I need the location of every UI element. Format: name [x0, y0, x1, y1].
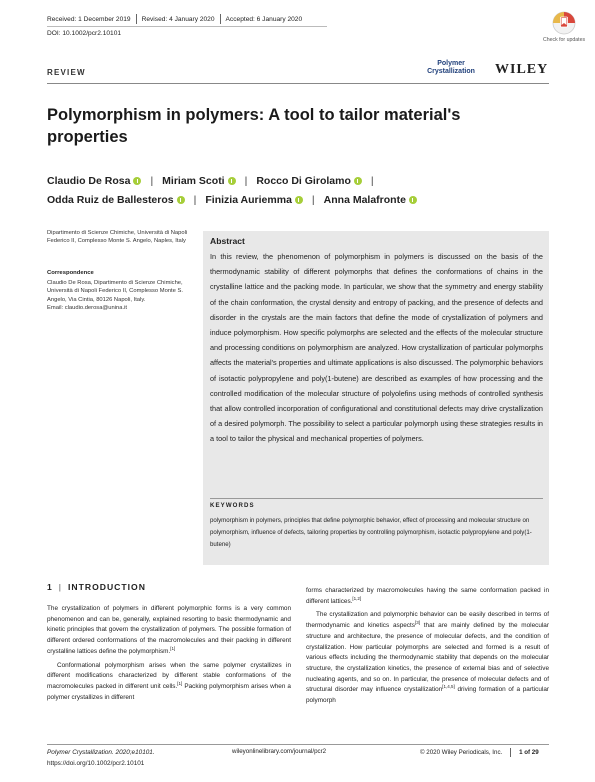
paragraph-text: Conformational polymorphism arises when the same polymer crystallizes in different modifications characterized by different stable conformations of the macromolecules packed in different unit cells.: [47, 661, 291, 690]
footer-divider: [510, 748, 511, 757]
author-name[interactable]: Claudio De Rosa: [47, 175, 131, 187]
review-rule: [47, 83, 549, 84]
keywords-heading: KEYWORDS: [210, 502, 255, 509]
author-separator: |: [370, 175, 374, 187]
author-name[interactable]: Anna Malafronte: [323, 194, 406, 206]
orcid-icon[interactable]: [177, 196, 185, 204]
citation[interactable]: [1,4,5]: [442, 684, 455, 690]
author-name[interactable]: Rocco Di Girolamo: [256, 175, 351, 187]
orcid-icon[interactable]: [354, 177, 362, 185]
section-number: 1: [47, 582, 53, 592]
footer-copyright: © 2020 Wiley Periodicals, Inc.: [420, 749, 503, 756]
page-number: 1 of 29: [519, 749, 539, 756]
author-separator: |: [311, 194, 315, 206]
citation[interactable]: [3]: [414, 619, 420, 625]
orcid-icon[interactable]: [409, 196, 417, 204]
correspondence: [47, 279, 197, 312]
orcid-icon[interactable]: [295, 196, 303, 204]
citation[interactable]: [1]: [170, 645, 176, 651]
history-divider: [220, 14, 221, 24]
citation[interactable]: [1]: [177, 680, 183, 686]
received-date: Received: 1 December 2019: [47, 15, 131, 23]
paragraph: [47, 661, 291, 704]
orcid-icon[interactable]: [228, 177, 236, 185]
section-title: INTRODUCTION: [68, 582, 146, 592]
footer-journal: Polymer Crystallization. 2020;e10101.: [47, 749, 155, 756]
body-column-right: [306, 586, 549, 707]
citation[interactable]: [1,2]: [352, 595, 362, 601]
doi[interactable]: DOI: 10.1002/pcr2.10101: [47, 30, 122, 37]
section-heading: [47, 582, 146, 592]
check-updates-icon: [542, 10, 586, 48]
paragraph-text: Packing polymorphism arises when a polymer crystallizes in different: [47, 682, 291, 701]
paragraph-text: driving formation of a particular polymorph: [306, 686, 550, 705]
journal-logo[interactable]: [425, 60, 477, 76]
author-separator: |: [150, 175, 154, 187]
footer-doi-link[interactable]: https://doi.org/10.1002/pcr2.10101: [47, 759, 145, 767]
check-updates-label: Check for updates: [542, 37, 586, 43]
orcid-icon[interactable]: [133, 177, 141, 185]
article-title: Polymorphism in polymers: A tool to tailor material's properties: [47, 106, 461, 146]
publisher-logo[interactable]: WILEY: [495, 62, 549, 77]
author-name[interactable]: Miriam Scoti: [162, 175, 225, 187]
paragraph-text: that are mainly defined by the molecular structure and architecture, the presence of molecular defects, and the condition of crystallization. How particular polymorphs are selected and formed is a result of various effects including the thermodynamic stability that depends on the molecular structure, the crystallization kinetics, the presence of external bias and of selective nucleating agents, and so on. In particular, the presence of molecular defects and of structural disorder may influence crystallization: [306, 622, 549, 694]
history-divider: [136, 14, 137, 24]
footer-right: [420, 748, 539, 757]
paragraph-text: forms characterized by macromolecules having the same conformation packed in different lattices.: [306, 587, 549, 605]
abstract-heading: Abstract: [210, 236, 245, 246]
journal-logo-text: Polymer Crystallization: [427, 60, 475, 75]
correspondence-heading: Correspondence: [47, 270, 94, 276]
footer-citation: [47, 748, 155, 769]
accepted-date: Accepted: 6 January 2020: [225, 15, 303, 23]
keywords-rule: [210, 498, 543, 499]
author-list: [47, 175, 383, 187]
author-separator: |: [193, 194, 197, 206]
article-history: [47, 14, 302, 24]
author-separator: |: [244, 175, 248, 187]
affiliation: Dipartimento di Scienze Chimiche, Università di Napoli Federico II, Complesso Monte S. Angelo, Naples, Italy: [47, 230, 188, 245]
author-name[interactable]: Odda Ruiz de Ballesteros: [47, 194, 174, 206]
revised-date: Revised: 4 January 2020: [141, 15, 215, 23]
paragraph: [306, 610, 549, 706]
article-type: REVIEW: [47, 68, 86, 77]
paragraph-text: The crystallization of polymers in different polymorphic forms is a very common phenomenon and can be, generally, explained resorting to basic thermodynamic and kinetic principles that govern the crystallization of polymers. The possible formation of different ordered conformations of the macromolecules and their packing in different crystalline lattices define the polymorphism.: [47, 605, 291, 655]
author-list-2: [47, 194, 417, 206]
correspondence-text: Claudio De Rosa, Dipartimento di Scienze Chimiche, Università di Napoli Federico II, Complesso Monte S. Angelo, Via Cintia, 80126 Napoli, Italy.: [47, 280, 183, 303]
author-name[interactable]: Finizia Auriemma: [205, 194, 292, 206]
paragraph: [47, 604, 291, 658]
abstract-text: In this review, the phenomenon of polymorphism in polymers is discussed on the basis of the thermodynamic stability of different polymorphs that defines the conformations of chains in the crystalline lattice and the packing mode. In particular, we show that the symmetry and energy stability of the chain conformation, the crystal density and entropy of packing, and the presence of defects and disorder in the crystals are the main factors that define the mode of crystallization of polymers and induce polymorphism. How specific polymorphs are selected and the effects of the molecular structure and processing conditions on polymorphism are analyzed. How crystallization of particular polymorphs affects the material's properties and ultimate applications is also discussed. The polymorphic behaviors of isotactic polypropylene and poly(1-butene) are described as examples of how processing and the controlled modification of the molecular structure of polyolefins using methods of controlled synthesis that allow controlled incorporation of configurational and constitutional defects may drive crystallization of a desired polymorph. The possibility to select a particular polymorph using these strategies results in a tool to tailor the physical and mechanical properties of polymers.: [210, 252, 543, 444]
section-separator: |: [58, 582, 63, 592]
check-for-updates-badge[interactable]: [542, 10, 586, 48]
footer-rule: [47, 744, 549, 745]
paragraph-text: The crystallization and polymorphic behavior can be easily described in terms of thermodynamic and kinetics aspects: [306, 611, 549, 630]
footer-site-link[interactable]: wileyonlinelibrary.com/journal/pcr2: [232, 748, 327, 755]
header-rule: [47, 26, 327, 27]
correspondence-email[interactable]: Email: claudio.derosa@unina.it: [47, 304, 127, 311]
keywords-text: polymorphism in polymers, principles that define polymorphic behavior, effect of processing and molecular structure on polymorphism, influence of defects, tailoring properties by controlling polymorphism, isotactic polypropylene and poly(1-butene): [210, 517, 532, 548]
paragraph: [306, 586, 549, 607]
body-column-left: [47, 604, 291, 703]
